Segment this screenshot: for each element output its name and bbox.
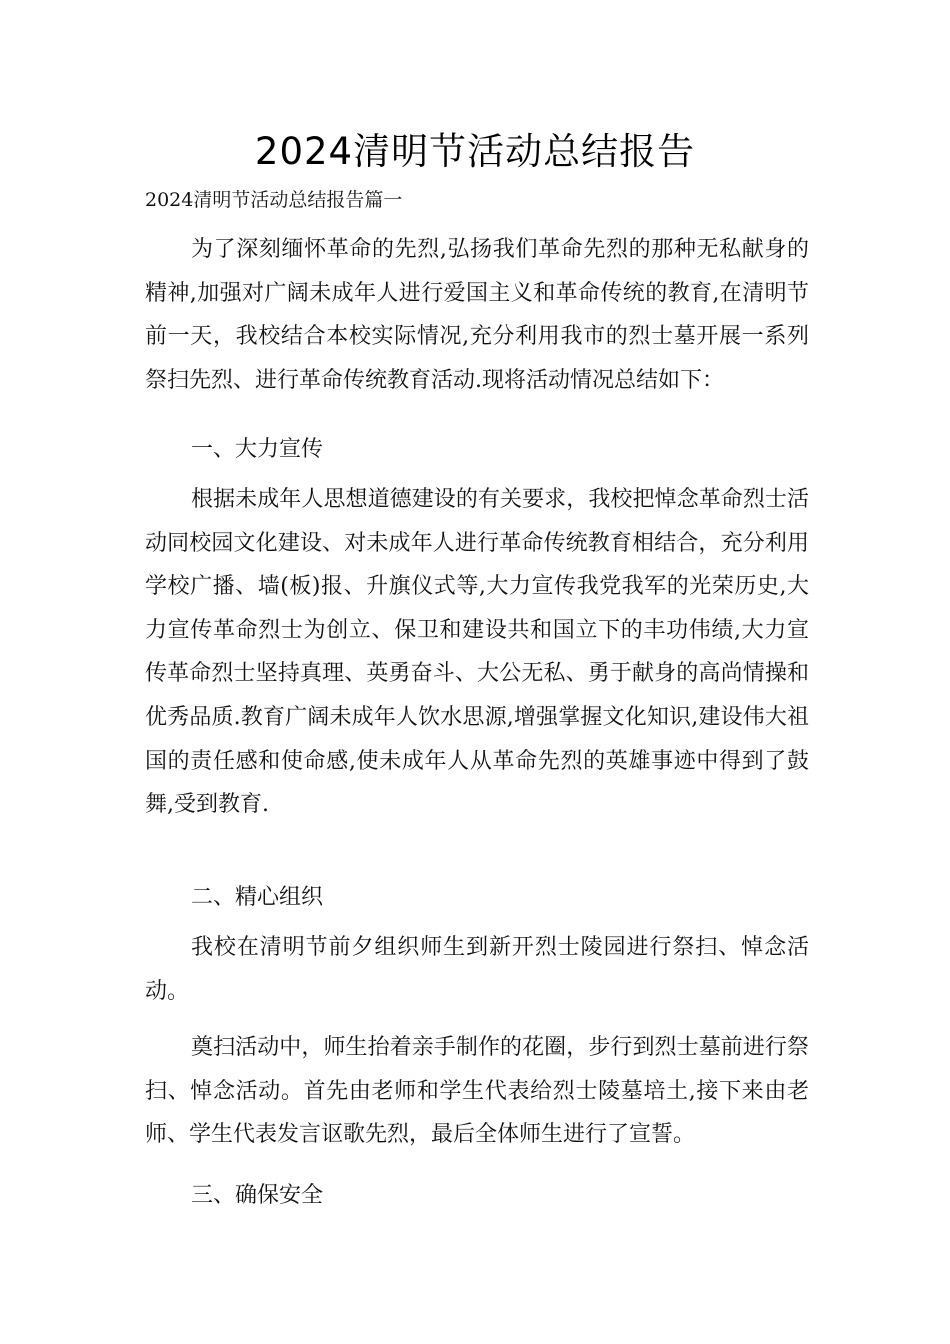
section-heading-1: 一、大力宣传	[191, 437, 324, 462]
paragraph-intro: 为了深刻缅怀革命的先烈,弘扬我们革命先烈的那种无私献身的精神,加强对广阔未成年人进行爱国主义和革命传统的教育,在清明节前一天，我校结合本校实际情况,充分利用我市的烈士墓开展一系列祭扫先烈、进行革命传统教育活动.现将活动情况总结如下：	[145, 237, 809, 393]
section-heading-2: 二、精心组织	[191, 885, 324, 910]
paragraph-section-2b: 奠扫活动中，师生抬着亲手制作的花圈，步行到烈士墓前进行祭扫、悼念活动。首先由老师和学生代表给烈士陵墓培土,接下来由老师、学生代表发言讴歌先烈，最后全体师生进行了宣誓。	[145, 1035, 809, 1148]
section-heading-3: 三、确保安全	[191, 1183, 324, 1208]
paragraph-section-1: 根据未成年人思想道德建设的有关要求，我校把悼念革命烈士活动同校园文化建设、对未成年人进行革命传统教育相结合，充分利用学校广播、墙(板)报、升旗仪式等,大力宣传我党我军的光荣历史,大力宣传革命烈士为创立、保卫和建设共和国立下的丰功伟绩,大力宣传革命烈士坚持真理、英勇奋斗、大公无私、勇于献身的高尚情操和优秀品质.教育广阔未成年人饮水思源,增强掌握文化知识,建设伟大祖国的责任感和使命感,使未成年人从革命先烈的英雄事迹中得到了鼓舞,受到教育.	[145, 487, 809, 818]
document-title: 2024清明节活动总结报告	[254, 130, 696, 173]
paragraph-section-2a: 我校在清明节前夕组织师生到新开烈士陵园进行祭扫、悼念活动。	[145, 935, 809, 1004]
document-subtitle: 2024清明节活动总结报告篇一	[145, 189, 403, 211]
